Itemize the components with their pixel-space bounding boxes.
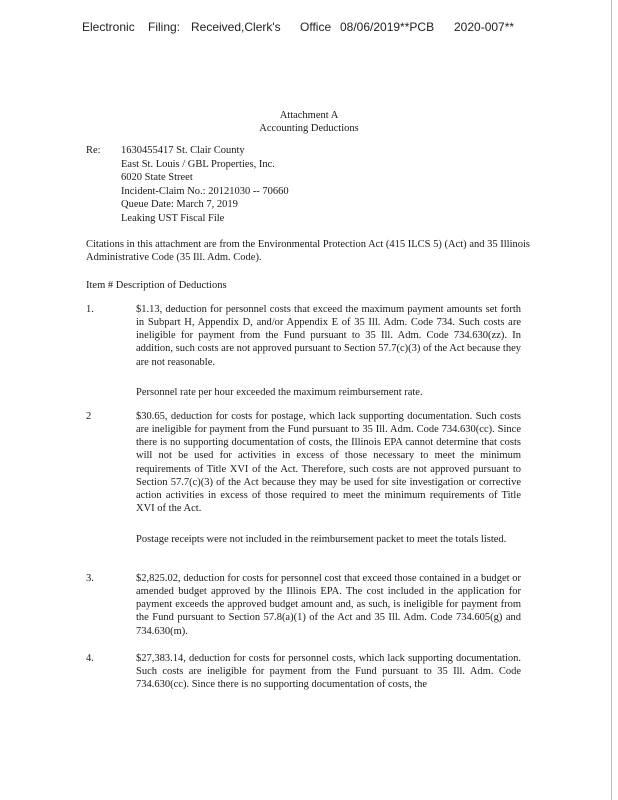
stamp-date: 08/06/2019**PCB — [340, 20, 435, 34]
re-label: Re: — [86, 145, 101, 156]
item-description: $30.65, deduction for costs for postage, which lack supporting documentation. Such costs are ineligible for payment from the Fund pursuant to 35 Ill. Adm. Code 734.630(cc). Since there is no supporting documentation of costs, the Illinois EPA cannot determine that costs will not be used for activities in excess of those necessary to meet the minimum requirements of Title XVI of the Act. Therefore, such costs are not approved pursuant to Section 57.7(c)(3) of the Act because they may be used for site investigation or corrective action activities in excess of those required to meet the minimum requirements of Title XVI of the Act. — [136, 411, 521, 514]
re-line: 6020 State Street — [121, 172, 193, 183]
stamp-received: Received,Clerk's — [191, 20, 281, 34]
re-block — [121, 144, 289, 225]
re-line: 1630455417 St. Clair County — [121, 145, 245, 156]
item-number: 2 — [86, 411, 92, 422]
stamp-filing: Filing: — [148, 20, 181, 34]
item-note: Postage receipts were not included in the reimbursement packet to meet the totals listed. — [136, 534, 507, 545]
re-line: East St. Louis / GBL Properties, Inc. — [121, 158, 275, 170]
stamp-office: Office — [300, 20, 332, 34]
stamp-docket: 2020-007** — [454, 20, 515, 34]
re-line: Incident-Claim No.: 20121030 -- 70660 — [121, 185, 289, 197]
item-note: Personnel rate per hour exceeded the maximum reimbursement rate. — [136, 387, 423, 398]
stamp-electronic: Electronic — [82, 20, 135, 34]
attachment-title: Attachment A — [279, 110, 339, 121]
item-description: $2,825.02, deduction for costs for personnel cost that exceed those contained in a budget or amended budget approved by the Illinois EPA. The cost included in the application for payment exceeds the approved budget amount and, as such, is ineligible for payment from the Fund pursuant to Section 57.8(a)(1) of the Act and 35 Ill. Adm. Code 734.605(g) and 734.630(m). — [136, 573, 521, 637]
item-number: 1. — [86, 304, 94, 315]
re-line: Leaking UST Fiscal File — [121, 212, 225, 224]
citations-paragraph: Citations in this attachment are from the Environmental Protection Act (415 ILCS 5) (Act) and 35 Illinois Administrative Code (35 Ill. Adm. Code). — [86, 239, 530, 264]
re-line: Queue Date: March 7, 2019 — [121, 199, 238, 210]
item-description: $27,383.14, deduction for costs for personnel costs, which lack supporting documentation. Such costs are ineligible for payment from the Fund pursuant to 35 Ill. Adm. Code 734.630(cc). Since there is no supporting documentation of costs, the — [136, 653, 521, 691]
item-description: $1.13, deduction for personnel costs that exceed the maximum payment amounts set forth in Subpart H, Appendix D, and/or Appendix E of 35 Ill. Adm. Code 734. Such costs are ineligible for payment from the Fund pursuant to 35 Ill. Adm. Code 734.630(zz). In addition, such costs are not approved pursuant to Section 57.7(c)(3) of the Act because they are not reasonable. — [136, 304, 521, 368]
item-number: 4. — [86, 653, 94, 664]
item-number: 3. — [86, 573, 94, 584]
scan-edge — [611, 0, 612, 800]
item-header: Item # Description of Deductions — [86, 280, 227, 291]
attachment-subtitle: Accounting Deductions — [259, 123, 359, 134]
